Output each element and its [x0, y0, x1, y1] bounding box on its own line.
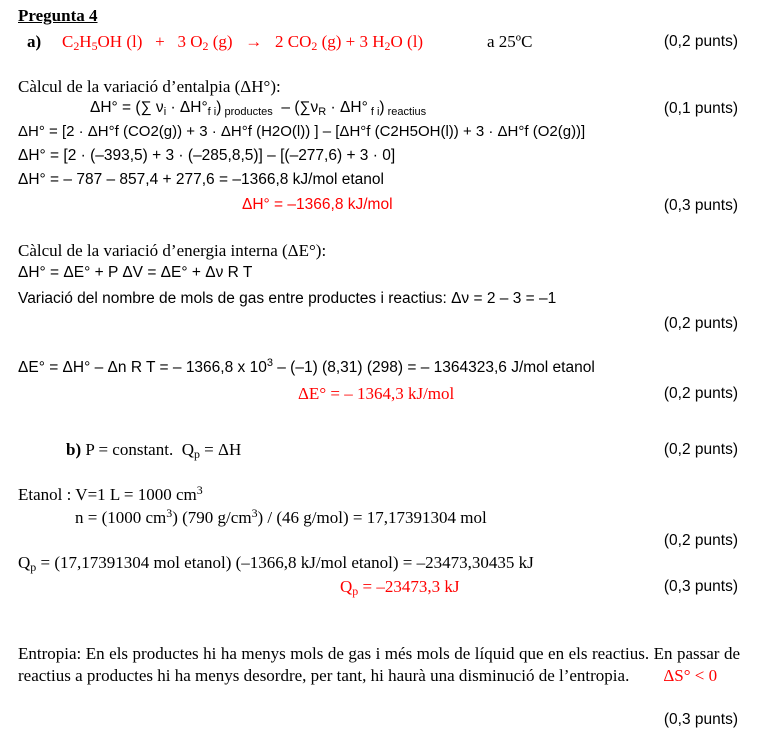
entropy-points: (0,3 punts)	[663, 711, 738, 728]
etanol-volume: Etanol : V=1 L = 1000 $cm^3$	[18, 483, 203, 504]
part-a-label: a)	[27, 32, 42, 51]
qp-calculation: $Q_p = (17,17391304$ mol etanol) (–1366,8 kJ/mol etanol) = –23473,30435 kJ	[18, 553, 534, 574]
enthalpy-result-points: (0,3 punts)	[663, 197, 738, 214]
enthalpy-heading: Càlcul de la variació d’entalpia (ΔH°):	[18, 77, 281, 96]
enthalpy-line-1: ΔH° = [2 · ΔH°f (CO2(g)) + 3 · ΔH°f (H2O(l)) ] – [ΔH°f (C2H5OH(l)) + 3 · ΔH°f (O2(g))]	[18, 123, 586, 140]
entropy-paragraph: Entropia: En els productes hi ha menys mols de gas i més mols de líquid que en els reactius. En passar de reactius a productes hi ha menys desordre, per tant, hi haurà una disminució de l’entropia. ΔS° < 0	[18, 644, 740, 685]
part-b-line: b) P = constant. $Q_p = \Delta H$	[66, 440, 242, 461]
qp-result-points: (0,3 punts)	[663, 578, 738, 595]
internal-energy-heading: Càlcul de la variació d’energia interna (ΔE°):	[18, 241, 327, 260]
reaction-equation: $C_2H_5OH$ (l) + 3 $O_2$ (g) → 2 $CO_2$ (g) + 3 $H_2O$ (l)	[62, 32, 424, 53]
part-a-points: (0,2 punts)	[663, 33, 738, 50]
part-b-points: (0,2 punts)	[663, 441, 738, 458]
page-title: Pregunta 4	[18, 6, 98, 25]
internal-energy-line-3: ΔE° = ΔH° – Δn R T = – 1366,8 x $10^3 - (-1)$ (8,31) (298) = – 1364323,6 J/mol etanol	[18, 357, 595, 376]
qp-result: $Q_p = -23473,3$ kJ	[340, 577, 460, 598]
enthalpy-result: ΔH° = –1366,8 kJ/mol	[242, 196, 393, 213]
internal-energy-line-1: ΔH° = ΔE° + P ΔV = ΔE° + Δν R T	[18, 264, 253, 281]
etanol-moles: n = (1000 $cm^3$) (790 $g/cm^3) / (46$ g/mol) = 17,17391304 mol	[75, 506, 487, 527]
enthalpy-formula: ΔH° = (∑ $\nu_i \cdot \Delta H^\circ_{f i}$) $_{productes} - (\sum\nu_R \cdot \Delta H^\circ$ $_{f i}$) $_{reactius}$	[90, 99, 427, 118]
internal-energy-line-2: Variació del nombre de mols de gas entre productes i reactius: Δν = 2 – 3 = –1	[18, 290, 557, 307]
internal-energy-line-2-points: (0,2 punts)	[663, 315, 738, 332]
enthalpy-formula-points: (0,1 punts)	[663, 100, 738, 117]
internal-energy-result-points: (0,2 punts)	[663, 385, 738, 402]
internal-energy-result: ΔE° = – 1364,3 kJ/mol	[298, 384, 455, 403]
enthalpy-line-3: ΔH° = – 787 – 857,4 + 277,6 = –1366,8 kJ/mol etanol	[18, 171, 384, 188]
enthalpy-line-2: ΔH° = [2 · (–393,5) + 3 · (–285,8,5)] – [(–277,6) + 3 · 0]	[18, 147, 396, 164]
entropy-result: ΔS° < 0	[663, 666, 718, 685]
reaction-temperature: a 25ºC	[487, 32, 533, 51]
etanol-moles-points: (0,2 punts)	[663, 532, 738, 549]
